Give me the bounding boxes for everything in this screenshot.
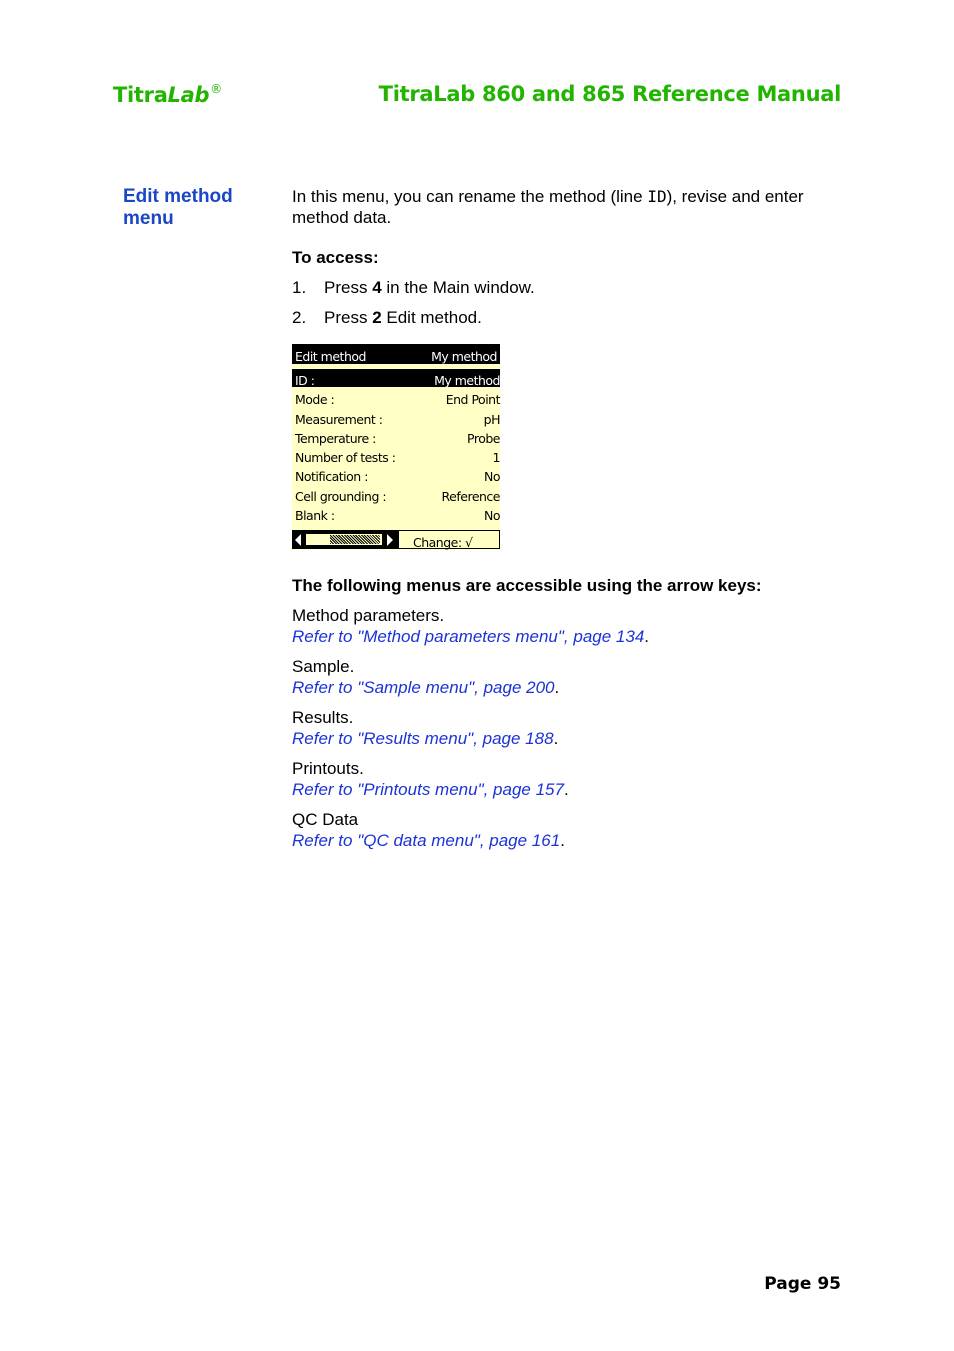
- scroll-track: [306, 534, 382, 545]
- section-heading: Edit method menu: [123, 186, 233, 229]
- menu-name: Method parameters.: [292, 606, 445, 625]
- screen-title: Edit method: [295, 349, 366, 364]
- screen-row-cell-grounding[interactable]: Cell grounding : Reference: [295, 489, 500, 504]
- screen-row-number-of-tests[interactable]: Number of tests : 1: [295, 450, 500, 465]
- intro-code: ID: [647, 187, 667, 206]
- cross-reference-link[interactable]: Refer to "Method parameters menu", page 134: [292, 627, 645, 646]
- intro-text-after: ), revise and enter method data.: [292, 187, 804, 227]
- screen-method-name: My method: [431, 349, 497, 364]
- arrow-left-icon[interactable]: [295, 534, 301, 546]
- menu-reference-item: Results. Refer to "Results menu", page 188.: [292, 707, 852, 749]
- cross-reference-link[interactable]: Refer to "Sample menu", page 200: [292, 678, 555, 697]
- registered-mark: ®: [210, 82, 222, 96]
- screen-footer: [292, 530, 500, 550]
- brand-logo: [113, 82, 222, 107]
- screen-row-id[interactable]: ID : My method: [292, 369, 500, 387]
- menu-name: Results.: [292, 708, 354, 727]
- step-number: 2.: [292, 308, 307, 327]
- menu-reference-item: Printouts. Refer to "Printouts menu", page 157.: [292, 758, 852, 800]
- menu-name: Printouts.: [292, 759, 364, 778]
- brand-prefix: Titra: [113, 83, 168, 107]
- screen-row-notification[interactable]: Notification : No: [295, 469, 500, 484]
- menu-reference-item: Sample. Refer to "Sample menu", page 200.: [292, 656, 852, 698]
- page-number: Page 95: [764, 1274, 841, 1294]
- main-content: [292, 186, 852, 851]
- cross-reference-link[interactable]: Refer to "Results menu", page 188: [292, 729, 554, 748]
- cross-reference-link[interactable]: Refer to "Printouts menu", page 157: [292, 780, 564, 799]
- brand-suffix: Lab: [167, 83, 210, 107]
- screen-row-blank[interactable]: Blank : No: [295, 508, 500, 523]
- menu-name: QC Data: [292, 810, 359, 829]
- change-softkey[interactable]: [398, 530, 500, 549]
- screen-row-mode[interactable]: Mode : End Point: [295, 392, 500, 407]
- step-key: 2: [372, 308, 382, 327]
- intro-paragraph: [292, 186, 852, 228]
- menu-reference-item: QC Data Refer to "QC data menu", page 161.: [292, 809, 852, 851]
- change-label: Change: √: [413, 535, 473, 550]
- screen-row-measurement[interactable]: Measurement : pH: [295, 412, 500, 427]
- step-text: Press 2 Edit method.: [324, 308, 482, 327]
- step-number: 1.: [292, 278, 307, 297]
- device-screen: [292, 344, 500, 550]
- scroll-thumb[interactable]: [330, 535, 380, 544]
- cross-reference-link[interactable]: Refer to "QC data menu", page 161: [292, 831, 561, 850]
- screen-row-temperature[interactable]: Temperature : Probe: [295, 431, 500, 446]
- access-heading: To access:: [292, 248, 379, 267]
- step-text: Press 4 in the Main window.: [324, 278, 535, 297]
- intro-text-before: In this menu, you can rename the method (line: [292, 187, 648, 206]
- scroll-bar[interactable]: [292, 530, 398, 549]
- access-step: [292, 307, 852, 328]
- menu-name: Sample.: [292, 657, 355, 676]
- menu-reference-item: Method parameters. Refer to "Method parameters menu", page 134.: [292, 605, 852, 647]
- menus-heading: The following menus are accessible using the arrow keys:: [292, 576, 762, 595]
- step-key: 4: [372, 278, 382, 297]
- access-step: [292, 277, 852, 298]
- screen-title-bar: [292, 344, 500, 364]
- manual-title: TitraLab 860 and 865 Reference Manual: [378, 82, 841, 106]
- arrow-right-icon[interactable]: [387, 534, 393, 546]
